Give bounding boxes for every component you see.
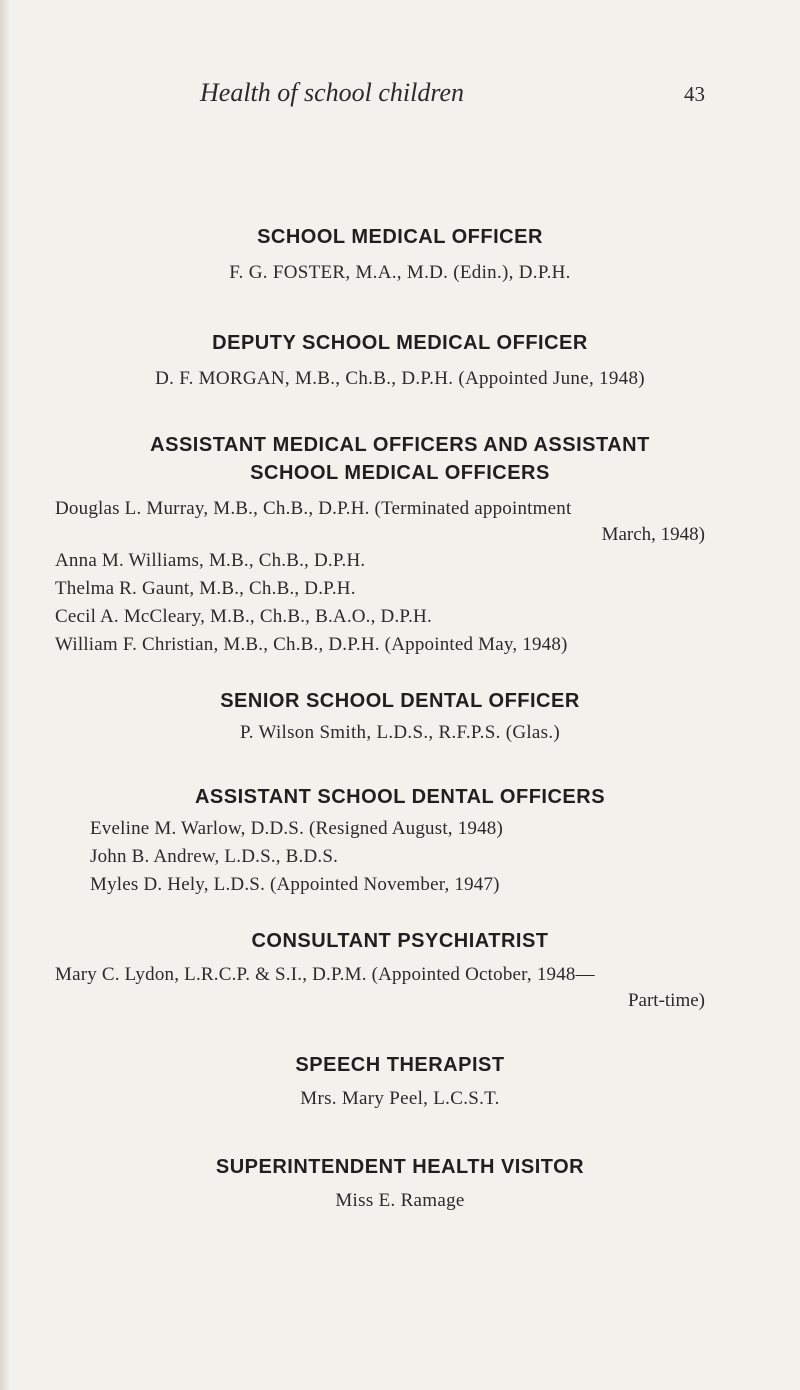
senior-school-dental-officer-heading: SENIOR SCHOOL DENTAL OFFICER	[220, 690, 580, 712]
school-medical-officer-heading: SCHOOL MEDICAL OFFICER	[257, 226, 543, 248]
assistant-medical-officer-continuation: March, 1948)	[601, 524, 705, 545]
school-medical-officer-name: F. G. FOSTER, M.A., M.D. (Edin.), D.P.H.	[229, 262, 571, 283]
deputy-school-medical-officer-name: D. F. MORGAN, M.B., Ch.B., D.P.H. (Appointed June, 1948)	[155, 368, 645, 389]
assistant-dental-officer-entry: John B. Andrew, L.D.S., B.D.S.	[90, 846, 339, 867]
page-number: 43	[684, 82, 705, 106]
senior-school-dental-officer-name: P. Wilson Smith, L.D.S., R.F.P.S. (Glas.)	[239, 722, 561, 743]
superintendent-health-visitor-name: Miss E. Ramage	[335, 1190, 465, 1211]
consultant-psychiatrist-name: Mary C. Lydon, L.R.C.P. & S.I., D.P.M. (Appointed October, 1948—	[55, 964, 595, 985]
assistant-medical-officer-entry: Thelma R. Gaunt, M.B., Ch.B., D.P.H.	[55, 578, 356, 599]
deputy-school-medical-officer-heading: DEPUTY SCHOOL MEDICAL OFFICER	[212, 332, 588, 354]
superintendent-health-visitor-heading: SUPERINTENDENT HEALTH VISITOR	[215, 1156, 585, 1178]
speech-therapist-heading: SPEECH THERAPIST	[295, 1054, 505, 1076]
assistant-medical-officers-heading-line2: SCHOOL MEDICAL OFFICERS	[250, 462, 550, 484]
assistant-medical-officer-entry: Douglas L. Murray, M.B., Ch.B., D.P.H. (Terminated appointment	[55, 498, 572, 519]
assistant-dental-officer-entry: Eveline M. Warlow, D.D.S. (Resigned August, 1948)	[90, 818, 504, 839]
assistant-dental-officer-entry: Myles D. Hely, L.D.S. (Appointed November, 1947)	[90, 874, 500, 895]
assistant-school-dental-officers-heading: ASSISTANT SCHOOL DENTAL OFFICERS	[194, 786, 606, 808]
consultant-psychiatrist-heading: CONSULTANT PSYCHIATRIST	[251, 930, 549, 952]
assistant-medical-officers-heading-line1: ASSISTANT MEDICAL OFFICERS AND ASSISTANT	[150, 434, 650, 456]
running-title: Health of school children	[200, 78, 465, 107]
speech-therapist-name: Mrs. Mary Peel, L.C.S.T.	[300, 1088, 500, 1109]
page-header	[200, 78, 705, 118]
assistant-medical-officer-entry: William F. Christian, M.B., Ch.B., D.P.H. (Appointed May, 1948)	[55, 634, 568, 655]
assistant-medical-officer-entry: Anna M. Williams, M.B., Ch.B., D.P.H.	[55, 550, 366, 571]
assistant-medical-officer-entry: Cecil A. McCleary, M.B., Ch.B., B.A.O., D.P.H.	[55, 606, 432, 627]
consultant-psychiatrist-continuation: Part-time)	[627, 990, 705, 1011]
